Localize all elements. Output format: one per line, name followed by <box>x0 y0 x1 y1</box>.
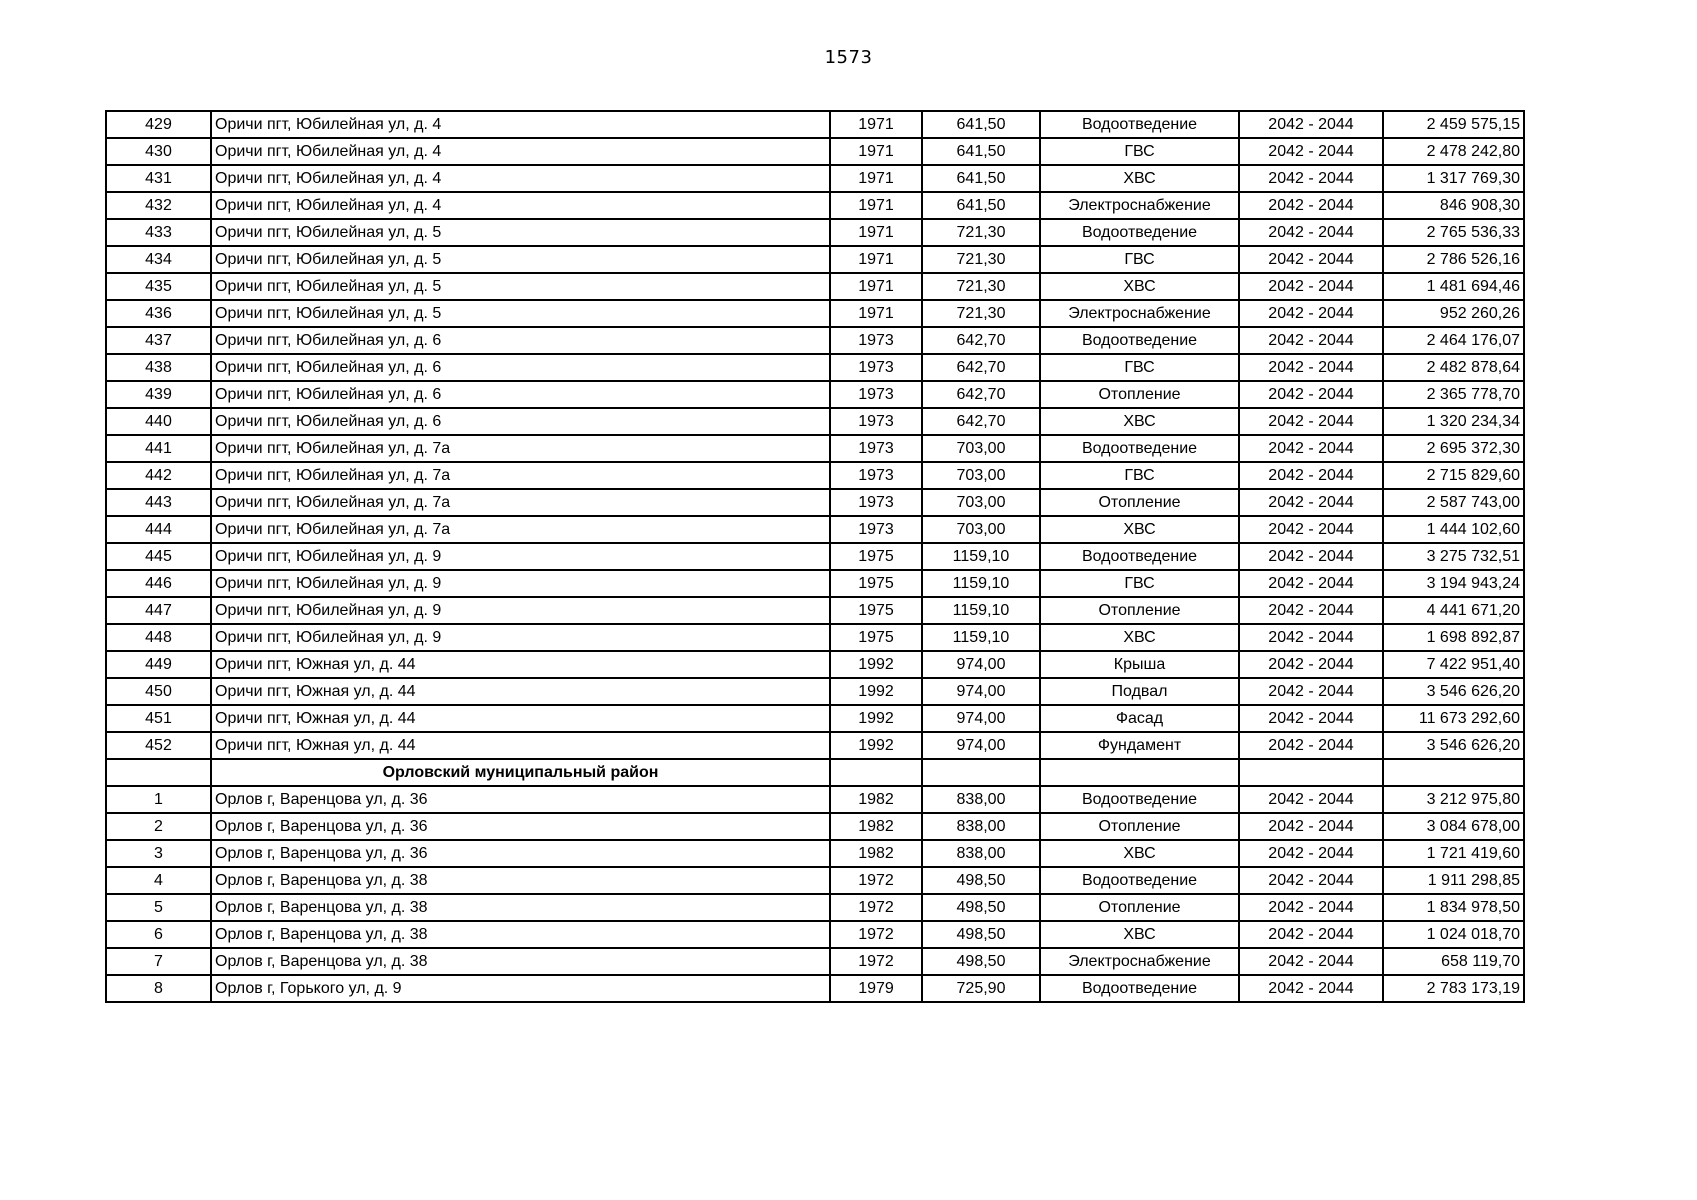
work-type-cell: ГВС <box>1040 138 1239 165</box>
period-cell: 2042 - 2044 <box>1239 111 1383 138</box>
row-number-cell: 451 <box>106 705 211 732</box>
row-number-cell: 4 <box>106 867 211 894</box>
table-row <box>106 786 1524 813</box>
cost-cell: 952 260,26 <box>1383 300 1524 327</box>
area-cell: 498,50 <box>922 867 1040 894</box>
table-row <box>106 732 1524 759</box>
period-cell: 2042 - 2044 <box>1239 867 1383 894</box>
build-year-cell: 1975 <box>830 597 922 624</box>
period-cell: 2042 - 2044 <box>1239 381 1383 408</box>
period-cell: 2042 - 2044 <box>1239 921 1383 948</box>
area-cell: 721,30 <box>922 246 1040 273</box>
area-cell: 498,50 <box>922 894 1040 921</box>
table-row <box>106 813 1524 840</box>
address-cell: Орлов г, Варенцова ул, д. 36 <box>211 813 830 840</box>
address-cell: Оричи пгт, Юбилейная ул, д. 5 <box>211 219 830 246</box>
address-cell: Оричи пгт, Юбилейная ул, д. 9 <box>211 543 830 570</box>
build-year-cell: 1973 <box>830 516 922 543</box>
period-cell: 2042 - 2044 <box>1239 543 1383 570</box>
address-cell: Оричи пгт, Юбилейная ул, д. 6 <box>211 408 830 435</box>
address-cell: Орлов г, Варенцова ул, д. 38 <box>211 921 830 948</box>
build-year-cell: 1973 <box>830 489 922 516</box>
table-row <box>106 948 1524 975</box>
cost-cell: 846 908,30 <box>1383 192 1524 219</box>
cost-cell: 3 546 626,20 <box>1383 678 1524 705</box>
build-year-cell: 1971 <box>830 111 922 138</box>
section-title: Орловский муниципальный район <box>211 759 830 786</box>
cost-cell: 3 275 732,51 <box>1383 543 1524 570</box>
page-number: 1573 <box>824 47 873 68</box>
cost-cell: 1 834 978,50 <box>1383 894 1524 921</box>
capital-repair-table <box>105 110 1525 1003</box>
cost-cell: 1 698 892,87 <box>1383 624 1524 651</box>
period-cell: 2042 - 2044 <box>1239 516 1383 543</box>
row-number-cell: 441 <box>106 435 211 462</box>
area-cell: 642,70 <box>922 327 1040 354</box>
cost-cell: 2 765 536,33 <box>1383 219 1524 246</box>
build-year-cell: 1975 <box>830 543 922 570</box>
address-cell: Орлов г, Варенцова ул, д. 36 <box>211 786 830 813</box>
period-cell: 2042 - 2044 <box>1239 246 1383 273</box>
area-cell: 721,30 <box>922 273 1040 300</box>
build-year-cell: 1972 <box>830 894 922 921</box>
build-year-cell: 1972 <box>830 948 922 975</box>
address-cell: Оричи пгт, Юбилейная ул, д. 9 <box>211 597 830 624</box>
cost-cell: 2 783 173,19 <box>1383 975 1524 1002</box>
table-row <box>106 516 1524 543</box>
build-year-cell: 1973 <box>830 354 922 381</box>
row-number-cell: 448 <box>106 624 211 651</box>
work-type-cell: Отопление <box>1040 813 1239 840</box>
section-row <box>106 759 1524 786</box>
work-type-cell: ГВС <box>1040 354 1239 381</box>
build-year-cell: 1973 <box>830 327 922 354</box>
area-cell: 642,70 <box>922 381 1040 408</box>
build-year-cell: 1971 <box>830 138 922 165</box>
cost-cell: 2 786 526,16 <box>1383 246 1524 273</box>
cost-cell: 3 194 943,24 <box>1383 570 1524 597</box>
address-cell: Оричи пгт, Юбилейная ул, д. 9 <box>211 570 830 597</box>
build-year-cell: 1992 <box>830 651 922 678</box>
cost-cell: 2 478 242,80 <box>1383 138 1524 165</box>
row-number-cell: 437 <box>106 327 211 354</box>
table-row <box>106 543 1524 570</box>
row-number-cell: 2 <box>106 813 211 840</box>
work-type-cell: Водоотведение <box>1040 786 1239 813</box>
table-row <box>106 678 1524 705</box>
cost-cell: 7 422 951,40 <box>1383 651 1524 678</box>
row-number-cell: 7 <box>106 948 211 975</box>
period-cell: 2042 - 2044 <box>1239 165 1383 192</box>
work-type-cell: ХВС <box>1040 408 1239 435</box>
build-year-cell: 1971 <box>830 246 922 273</box>
table-row <box>106 246 1524 273</box>
cost-cell: 1 444 102,60 <box>1383 516 1524 543</box>
table-row <box>106 651 1524 678</box>
table-row <box>106 219 1524 246</box>
area-cell: 641,50 <box>922 165 1040 192</box>
empty-cell <box>922 759 1040 786</box>
period-cell: 2042 - 2044 <box>1239 975 1383 1002</box>
area-cell: 703,00 <box>922 435 1040 462</box>
address-cell: Орлов г, Варенцова ул, д. 38 <box>211 867 830 894</box>
area-cell: 1159,10 <box>922 597 1040 624</box>
work-type-cell: Фасад <box>1040 705 1239 732</box>
build-year-cell: 1972 <box>830 921 922 948</box>
period-cell: 2042 - 2044 <box>1239 435 1383 462</box>
work-type-cell: Крыша <box>1040 651 1239 678</box>
table-row <box>106 894 1524 921</box>
table-row <box>106 705 1524 732</box>
work-type-cell: Отопление <box>1040 597 1239 624</box>
build-year-cell: 1982 <box>830 840 922 867</box>
table-row <box>106 408 1524 435</box>
area-cell: 641,50 <box>922 138 1040 165</box>
work-type-cell: Отопление <box>1040 381 1239 408</box>
period-cell: 2042 - 2044 <box>1239 624 1383 651</box>
period-cell: 2042 - 2044 <box>1239 462 1383 489</box>
address-cell: Оричи пгт, Юбилейная ул, д. 4 <box>211 111 830 138</box>
cost-cell: 1 481 694,46 <box>1383 273 1524 300</box>
cost-cell: 3 546 626,20 <box>1383 732 1524 759</box>
row-number-cell: 432 <box>106 192 211 219</box>
table-row <box>106 489 1524 516</box>
address-cell: Орлов г, Варенцова ул, д. 38 <box>211 894 830 921</box>
build-year-cell: 1971 <box>830 165 922 192</box>
table-row <box>106 165 1524 192</box>
row-number-cell: 447 <box>106 597 211 624</box>
empty-cell <box>1040 759 1239 786</box>
work-type-cell: Электроснабжение <box>1040 192 1239 219</box>
period-cell: 2042 - 2044 <box>1239 273 1383 300</box>
period-cell: 2042 - 2044 <box>1239 894 1383 921</box>
address-cell: Оричи пгт, Юбилейная ул, д. 5 <box>211 273 830 300</box>
address-cell: Оричи пгт, Юбилейная ул, д. 9 <box>211 624 830 651</box>
work-type-cell: ХВС <box>1040 516 1239 543</box>
period-cell: 2042 - 2044 <box>1239 813 1383 840</box>
table-body <box>106 111 1524 1002</box>
address-cell: Оричи пгт, Южная ул, д. 44 <box>211 651 830 678</box>
period-cell: 2042 - 2044 <box>1239 705 1383 732</box>
table-row <box>106 138 1524 165</box>
area-cell: 641,50 <box>922 192 1040 219</box>
cost-cell: 2 715 829,60 <box>1383 462 1524 489</box>
table-row <box>106 921 1524 948</box>
table-row <box>106 597 1524 624</box>
row-number-cell: 429 <box>106 111 211 138</box>
period-cell: 2042 - 2044 <box>1239 840 1383 867</box>
row-number-cell: 446 <box>106 570 211 597</box>
address-cell: Оричи пгт, Юбилейная ул, д. 7а <box>211 435 830 462</box>
row-number-cell: 438 <box>106 354 211 381</box>
cost-cell: 1 320 234,34 <box>1383 408 1524 435</box>
build-year-cell: 1971 <box>830 273 922 300</box>
build-year-cell: 1971 <box>830 192 922 219</box>
period-cell: 2042 - 2044 <box>1239 138 1383 165</box>
row-number-cell: 444 <box>106 516 211 543</box>
work-type-cell: Водоотведение <box>1040 867 1239 894</box>
row-number-cell: 1 <box>106 786 211 813</box>
build-year-cell: 1982 <box>830 786 922 813</box>
work-type-cell: Электроснабжение <box>1040 948 1239 975</box>
work-type-cell: ХВС <box>1040 273 1239 300</box>
row-number-cell: 452 <box>106 732 211 759</box>
row-number-cell: 440 <box>106 408 211 435</box>
period-cell: 2042 - 2044 <box>1239 597 1383 624</box>
build-year-cell: 1972 <box>830 867 922 894</box>
work-type-cell: ХВС <box>1040 624 1239 651</box>
cost-cell: 2 464 176,07 <box>1383 327 1524 354</box>
address-cell: Оричи пгт, Юбилейная ул, д. 6 <box>211 381 830 408</box>
area-cell: 642,70 <box>922 408 1040 435</box>
empty-cell <box>106 759 211 786</box>
build-year-cell: 1973 <box>830 381 922 408</box>
table-row <box>106 462 1524 489</box>
row-number-cell: 442 <box>106 462 211 489</box>
work-type-cell: Подвал <box>1040 678 1239 705</box>
work-type-cell: Водоотведение <box>1040 543 1239 570</box>
row-number-cell: 430 <box>106 138 211 165</box>
area-cell: 703,00 <box>922 462 1040 489</box>
table-row <box>106 192 1524 219</box>
work-type-cell: Отопление <box>1040 894 1239 921</box>
table-row <box>106 840 1524 867</box>
area-cell: 974,00 <box>922 732 1040 759</box>
address-cell: Оричи пгт, Юбилейная ул, д. 5 <box>211 246 830 273</box>
address-cell: Орлов г, Горького ул, д. 9 <box>211 975 830 1002</box>
row-number-cell: 433 <box>106 219 211 246</box>
area-cell: 641,50 <box>922 111 1040 138</box>
period-cell: 2042 - 2044 <box>1239 786 1383 813</box>
area-cell: 498,50 <box>922 921 1040 948</box>
area-cell: 838,00 <box>922 813 1040 840</box>
work-type-cell: Водоотведение <box>1040 219 1239 246</box>
build-year-cell: 1973 <box>830 462 922 489</box>
table-row <box>106 354 1524 381</box>
work-type-cell: Электроснабжение <box>1040 300 1239 327</box>
area-cell: 1159,10 <box>922 570 1040 597</box>
build-year-cell: 1992 <box>830 678 922 705</box>
build-year-cell: 1971 <box>830 219 922 246</box>
period-cell: 2042 - 2044 <box>1239 327 1383 354</box>
cost-cell: 11 673 292,60 <box>1383 705 1524 732</box>
period-cell: 2042 - 2044 <box>1239 678 1383 705</box>
table-row <box>106 975 1524 1002</box>
cost-cell: 1 721 419,60 <box>1383 840 1524 867</box>
cost-cell: 2 695 372,30 <box>1383 435 1524 462</box>
work-type-cell: ГВС <box>1040 246 1239 273</box>
area-cell: 725,90 <box>922 975 1040 1002</box>
cost-cell: 1 317 769,30 <box>1383 165 1524 192</box>
table-row <box>106 327 1524 354</box>
cost-cell: 658 119,70 <box>1383 948 1524 975</box>
area-cell: 974,00 <box>922 651 1040 678</box>
address-cell: Оричи пгт, Юбилейная ул, д. 4 <box>211 138 830 165</box>
address-cell: Оричи пгт, Юбилейная ул, д. 7а <box>211 516 830 543</box>
period-cell: 2042 - 2044 <box>1239 651 1383 678</box>
area-cell: 703,00 <box>922 516 1040 543</box>
row-number-cell: 450 <box>106 678 211 705</box>
work-type-cell: Водоотведение <box>1040 435 1239 462</box>
period-cell: 2042 - 2044 <box>1239 300 1383 327</box>
build-year-cell: 1975 <box>830 624 922 651</box>
empty-cell <box>1383 759 1524 786</box>
address-cell: Оричи пгт, Юбилейная ул, д. 7а <box>211 462 830 489</box>
cost-cell: 2 482 878,64 <box>1383 354 1524 381</box>
table-row <box>106 867 1524 894</box>
work-type-cell: ГВС <box>1040 462 1239 489</box>
area-cell: 974,00 <box>922 678 1040 705</box>
cost-cell: 2 587 743,00 <box>1383 489 1524 516</box>
cost-cell: 1 024 018,70 <box>1383 921 1524 948</box>
period-cell: 2042 - 2044 <box>1239 354 1383 381</box>
row-number-cell: 431 <box>106 165 211 192</box>
cost-cell: 4 441 671,20 <box>1383 597 1524 624</box>
row-number-cell: 6 <box>106 921 211 948</box>
table-row <box>106 300 1524 327</box>
work-type-cell: ХВС <box>1040 921 1239 948</box>
period-cell: 2042 - 2044 <box>1239 570 1383 597</box>
period-cell: 2042 - 2044 <box>1239 948 1383 975</box>
area-cell: 1159,10 <box>922 624 1040 651</box>
address-cell: Оричи пгт, Юбилейная ул, д. 4 <box>211 192 830 219</box>
period-cell: 2042 - 2044 <box>1239 489 1383 516</box>
area-cell: 498,50 <box>922 948 1040 975</box>
row-number-cell: 443 <box>106 489 211 516</box>
area-cell: 721,30 <box>922 300 1040 327</box>
empty-cell <box>1239 759 1383 786</box>
build-year-cell: 1992 <box>830 705 922 732</box>
work-type-cell: Фундамент <box>1040 732 1239 759</box>
build-year-cell: 1992 <box>830 732 922 759</box>
area-cell: 703,00 <box>922 489 1040 516</box>
address-cell: Оричи пгт, Южная ул, д. 44 <box>211 705 830 732</box>
address-cell: Орлов г, Варенцова ул, д. 36 <box>211 840 830 867</box>
area-cell: 721,30 <box>922 219 1040 246</box>
table-row <box>106 273 1524 300</box>
address-cell: Оричи пгт, Южная ул, д. 44 <box>211 732 830 759</box>
work-type-cell: Водоотведение <box>1040 327 1239 354</box>
build-year-cell: 1973 <box>830 435 922 462</box>
area-cell: 838,00 <box>922 840 1040 867</box>
empty-cell <box>830 759 922 786</box>
build-year-cell: 1971 <box>830 300 922 327</box>
table-row <box>106 381 1524 408</box>
row-number-cell: 5 <box>106 894 211 921</box>
period-cell: 2042 - 2044 <box>1239 732 1383 759</box>
cost-cell: 2 365 778,70 <box>1383 381 1524 408</box>
row-number-cell: 435 <box>106 273 211 300</box>
cost-cell: 3 212 975,80 <box>1383 786 1524 813</box>
work-type-cell: Водоотведение <box>1040 975 1239 1002</box>
address-cell: Оричи пгт, Юбилейная ул, д. 5 <box>211 300 830 327</box>
work-type-cell: Водоотведение <box>1040 111 1239 138</box>
row-number-cell: 8 <box>106 975 211 1002</box>
work-type-cell: ГВС <box>1040 570 1239 597</box>
table-row <box>106 570 1524 597</box>
address-cell: Оричи пгт, Юбилейная ул, д. 4 <box>211 165 830 192</box>
row-number-cell: 439 <box>106 381 211 408</box>
table-row <box>106 435 1524 462</box>
cost-cell: 2 459 575,15 <box>1383 111 1524 138</box>
work-type-cell: Отопление <box>1040 489 1239 516</box>
cost-cell: 1 911 298,85 <box>1383 867 1524 894</box>
address-cell: Орлов г, Варенцова ул, д. 38 <box>211 948 830 975</box>
table-row <box>106 624 1524 651</box>
build-year-cell: 1973 <box>830 408 922 435</box>
area-cell: 974,00 <box>922 705 1040 732</box>
row-number-cell: 436 <box>106 300 211 327</box>
period-cell: 2042 - 2044 <box>1239 219 1383 246</box>
row-number-cell: 3 <box>106 840 211 867</box>
row-number-cell: 445 <box>106 543 211 570</box>
area-cell: 838,00 <box>922 786 1040 813</box>
area-cell: 1159,10 <box>922 543 1040 570</box>
address-cell: Оричи пгт, Южная ул, д. 44 <box>211 678 830 705</box>
work-type-cell: ХВС <box>1040 165 1239 192</box>
build-year-cell: 1979 <box>830 975 922 1002</box>
build-year-cell: 1982 <box>830 813 922 840</box>
work-type-cell: ХВС <box>1040 840 1239 867</box>
area-cell: 642,70 <box>922 354 1040 381</box>
cost-cell: 3 084 678,00 <box>1383 813 1524 840</box>
period-cell: 2042 - 2044 <box>1239 192 1383 219</box>
period-cell: 2042 - 2044 <box>1239 408 1383 435</box>
address-cell: Оричи пгт, Юбилейная ул, д. 6 <box>211 327 830 354</box>
table-row <box>106 111 1524 138</box>
build-year-cell: 1975 <box>830 570 922 597</box>
address-cell: Оричи пгт, Юбилейная ул, д. 7а <box>211 489 830 516</box>
address-cell: Оричи пгт, Юбилейная ул, д. 6 <box>211 354 830 381</box>
row-number-cell: 449 <box>106 651 211 678</box>
row-number-cell: 434 <box>106 246 211 273</box>
